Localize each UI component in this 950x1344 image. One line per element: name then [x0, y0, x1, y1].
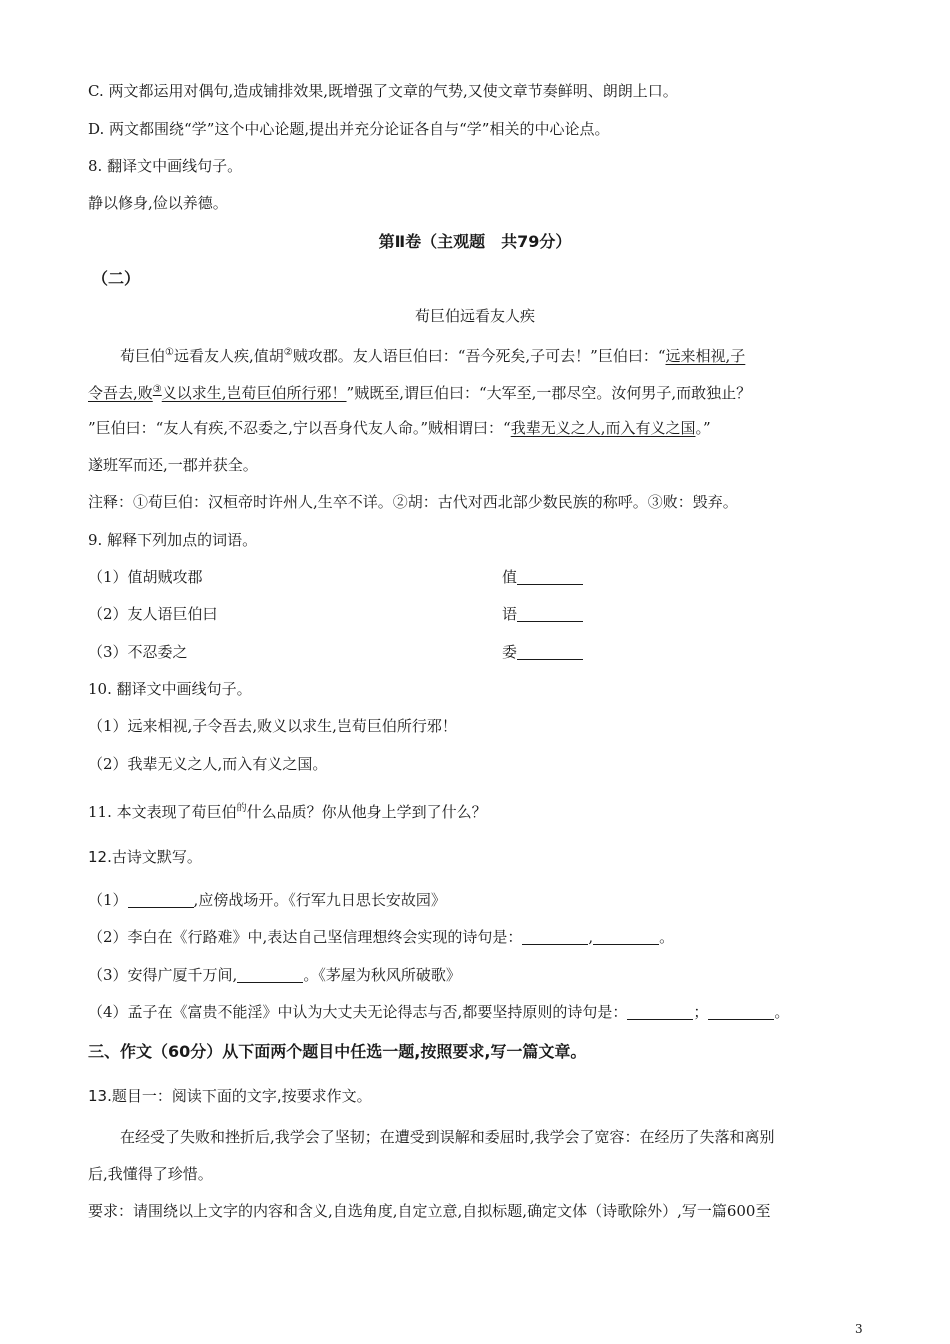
q7-option-d: D. 两文都围绕“学”这个中心论题,提出并充分论证各自与“学”相关的中心论点。	[88, 120, 610, 138]
q12-text: （3）安得广厦千万间,	[88, 966, 238, 984]
section3-title: 三、作文（60分）从下面两个题目中任选一题,按照要求,写一篇文章。	[88, 1042, 587, 1061]
q11-prompt	[88, 798, 487, 823]
q13-text: 后,我懂得了珍惜。	[88, 1165, 213, 1183]
passage-notes: 注释：①荀巨伯：汉桓帝时许州人,生卒不详。②胡：古代对西北部少数民族的称呼。③败：毁弃。	[88, 493, 738, 511]
passage-text: ”贼既至,谓巨伯曰：“大军至,一郡尽空。汝何男子,而敢独止？	[346, 384, 752, 402]
answer-blank[interactable]	[517, 605, 583, 622]
footnote-mark: ①	[165, 347, 174, 358]
q9-answer	[502, 641, 583, 663]
q12-prompt: 12.古诗文默写。	[88, 848, 202, 866]
q12-text: （1）	[88, 891, 128, 909]
passage-line-3	[88, 417, 711, 439]
q12-text: （4）孟子在《富贵不能淫》中认为大丈夫无论得志与否,都要坚持原则的诗句是：	[88, 1003, 628, 1021]
q12-item-1	[88, 889, 446, 911]
q13-text: 在经受了失败和挫折后,我学会了坚韧；在遭受到误解和委屈时,我学会了宽容：在经历了失落和离别	[120, 1128, 775, 1146]
underlined-sentence: 我辈无义之人,而入有义之国	[510, 419, 696, 437]
passage-line-4: 遂班军而还,一郡并获全。	[88, 456, 258, 474]
underlined-sentence: 令吾去,败	[88, 384, 153, 402]
q9-phrase: （2）友人语巨伯曰	[88, 605, 218, 623]
passage-text: 贼攻郡。友人语巨伯曰：“吾今死矣,子可去！”巨伯曰：“	[292, 347, 666, 365]
q8-sentence: 静以修身,俭以养德。	[88, 194, 228, 212]
q10-item: （2）我辈无义之人,而入有义之国。	[88, 755, 328, 773]
q9-item	[88, 566, 518, 588]
passage-text: 荀巨伯	[120, 347, 166, 365]
answer-blank[interactable]	[593, 928, 659, 945]
passage-title: 荀巨伯远看友人疾	[414, 307, 535, 325]
q9-phrase: （1）值胡贼攻郡	[88, 568, 203, 586]
passage-text: ”巨伯曰：“友人有疾,不忍委之,宁以吾身代友人命。”贼相谓曰：“	[88, 419, 511, 437]
passage-line-1	[120, 342, 745, 367]
q11-text: 11. 本文表现了荀巨伯	[88, 803, 237, 821]
answer-blank[interactable]	[522, 928, 588, 945]
q9-item	[88, 641, 518, 663]
underlined-sentence: 远来相视,子	[665, 347, 746, 365]
q9-word: 委	[502, 643, 518, 661]
q9-word: 语	[502, 605, 518, 623]
q9-word: 值	[502, 568, 518, 586]
q12-item-2	[88, 926, 674, 948]
q11-sup: 的	[236, 803, 247, 814]
q9-prompt: 9. 解释下列加点的词语。	[88, 531, 258, 549]
footnote-mark: ③	[152, 384, 162, 395]
q12-text: 。《茅屋为秋风所破歌》	[303, 966, 461, 984]
answer-blank[interactable]	[517, 643, 583, 660]
q12-text: 。	[659, 928, 675, 946]
page-number: 3	[855, 1322, 863, 1336]
q12-text: ,应傍战场开。《行军九日思长安故园》	[193, 891, 446, 909]
q7-option-c: C. 两文都运用对偶句,造成铺排效果,既增强了文章的气势,又使文章节奏鲜明、朗朗上口。	[88, 82, 678, 100]
section2-title: 第Ⅱ卷（主观题 共79分）	[378, 232, 572, 251]
footnote-mark: ②	[283, 347, 293, 358]
q9-phrase: （3）不忍委之	[88, 643, 188, 661]
q12-text: ,	[588, 928, 594, 946]
q12-item-4	[88, 1001, 789, 1023]
passage-line-2	[88, 379, 751, 404]
answer-blank[interactable]	[708, 1003, 774, 1020]
answer-blank[interactable]	[627, 1003, 693, 1020]
q13-prompt: 13.题目一：阅读下面的文字,按要求作文。	[88, 1087, 372, 1105]
q11-text: 什么品质？你从他身上学到了什么？	[246, 803, 487, 821]
q12-text: ；	[693, 1003, 709, 1021]
q9-answer	[502, 603, 583, 625]
answer-blank[interactable]	[517, 568, 583, 585]
q8-prompt: 8. 翻译文中画线句子。	[88, 157, 243, 175]
q12-text: 。	[774, 1003, 790, 1021]
answer-blank[interactable]	[237, 966, 303, 983]
q12-text: （2）李白在《行路难》中,表达自己坚信理想终会实现的诗句是：	[88, 928, 523, 946]
passage-text: 远看友人疾,值胡	[173, 347, 284, 365]
underlined-sentence: 义以求生,岂荀巨伯所行邪！	[161, 384, 347, 402]
answer-blank[interactable]	[128, 891, 194, 908]
q12-item-3	[88, 964, 461, 986]
q10-prompt: 10. 翻译文中画线句子。	[88, 680, 252, 698]
q10-item: （1）远来相视,子令吾去,败义以求生,岂荀巨伯所行邪！	[88, 717, 457, 735]
q9-item	[88, 603, 518, 625]
passage-text: 。”	[695, 419, 711, 437]
q9-answer	[502, 566, 583, 588]
q13-requirement: 要求：请围绕以上文字的内容和含义,自选角度,自定立意,自拟标题,确定文体（诗歌除外）,写一篇600至	[88, 1202, 771, 1220]
section2-part: （二）	[92, 269, 141, 288]
